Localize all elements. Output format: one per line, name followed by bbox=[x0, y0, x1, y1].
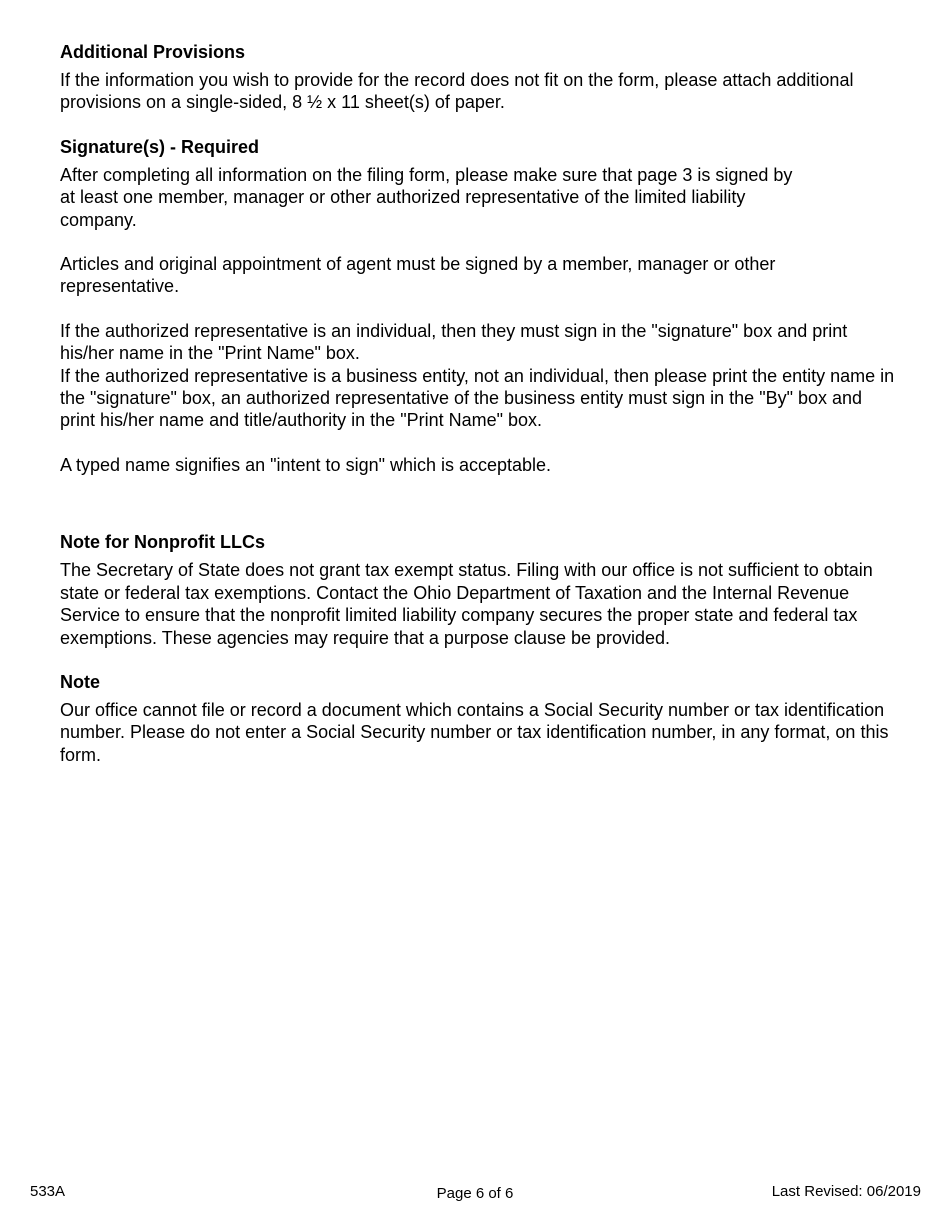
paragraph: The Secretary of State does not grant tax exempt status. Filing with our office is not sufficient to obtain state or federal tax exemptions. Contact the Ohio Department of Taxation and the Internal Revenue Service to ensure that the nonprofit limited liability company secures the proper state and federal tax exemptions. These agencies may require that a purpose clause be provided. bbox=[60, 560, 873, 648]
paragraph: If the authorized representative is a business entity, not an individual, then please print the entity name in the "signature" box, an authorized representative of the business entity must sign in the "By" box and print his/her name and title/authority in the "Print Name" box. bbox=[60, 365, 895, 431]
page-number: Page 6 of 6 bbox=[436, 1185, 514, 1202]
paragraph-line: at least one member, manager or other authorized representative of the limited liability bbox=[60, 187, 746, 208]
section-signatures bbox=[60, 136, 895, 476]
section-title: Note for Nonprofit LLCs bbox=[60, 532, 265, 553]
paragraph: A typed name signifies an "intent to sign" which is acceptable. bbox=[60, 454, 552, 475]
paragraph: If the information you wish to provide for the record does not fit on the form, please attach additional provisions on a single-sided, 8 ½ x 11 sheet(s) of paper. bbox=[60, 70, 854, 113]
section-note bbox=[60, 671, 895, 766]
form-number: 533A bbox=[30, 1183, 66, 1200]
document-page bbox=[60, 41, 895, 766]
paragraph: Our office cannot file or record a document which contains a Social Security number or tax identification number. Please do not enter a Social Security number or tax identification number, in any format, on this form. bbox=[60, 699, 889, 765]
paragraph-line: After completing all information on the filing form, please make sure that page 3 is signed by bbox=[60, 164, 793, 185]
last-revised: Last Revised: 06/2019 bbox=[771, 1183, 921, 1200]
section-nonprofit bbox=[60, 531, 895, 649]
section-title: Note bbox=[60, 671, 100, 692]
paragraph bbox=[60, 164, 895, 231]
section-title: Signature(s) - Required bbox=[60, 136, 260, 157]
section-title: Additional Provisions bbox=[60, 42, 246, 62]
paragraph: Articles and original appointment of agent must be signed by a member, manager or other representative. bbox=[60, 254, 776, 297]
paragraph-line: company. bbox=[60, 209, 137, 230]
section-additional-provisions bbox=[60, 41, 895, 114]
paragraph: If the authorized representative is an individual, then they must sign in the "signature" box and print his/her name in the "Print Name" box. bbox=[60, 320, 848, 364]
